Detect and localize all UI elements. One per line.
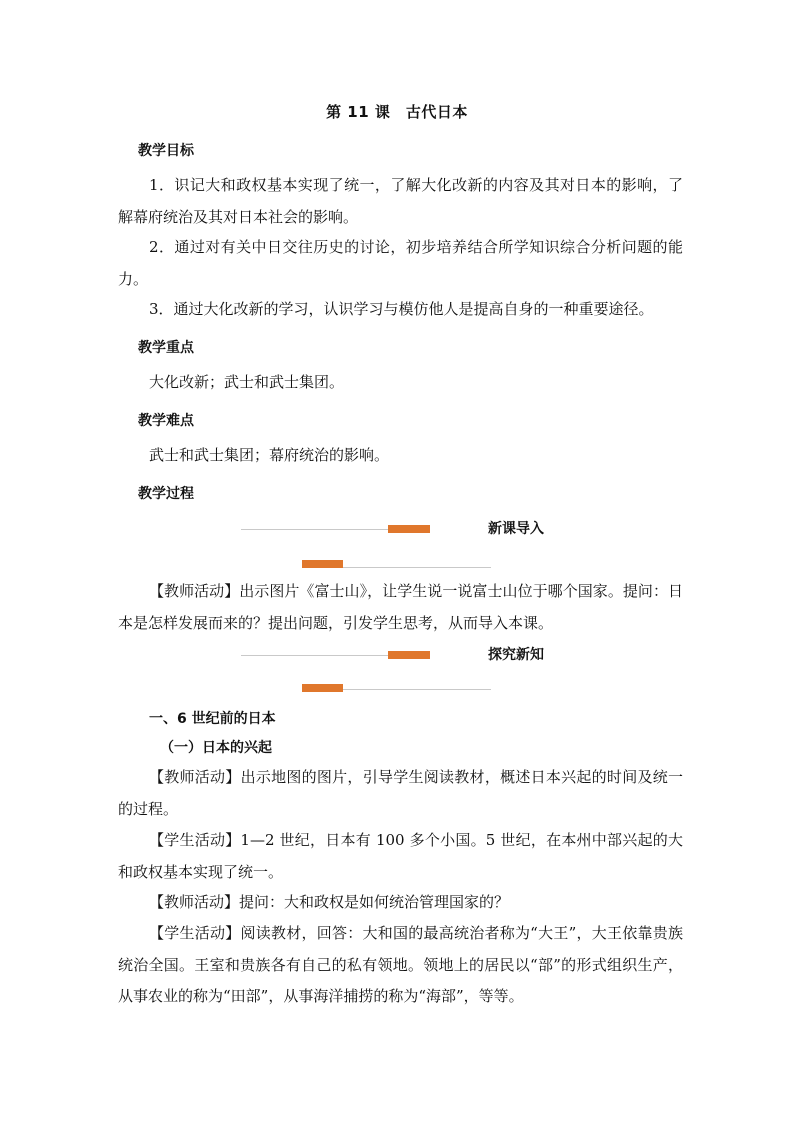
process-paragraph: 【教师活动】提问：大和政权是如何统治管理国家的？ <box>149 893 510 911</box>
divider-accent <box>302 560 343 568</box>
divider-accent <box>302 684 343 692</box>
process-heading-label: 教学过程 <box>138 486 194 502</box>
difficulties-heading-label: 教学难点 <box>138 413 194 429</box>
intro-divider <box>0 518 794 578</box>
difficulties-text: 武士和武士集团；幕府统治的影响。 <box>149 446 390 464</box>
objective-item-3: 3．通过大化改新的学习，认识学习与模仿他人是提高自身的一种重要途径。 <box>149 300 654 318</box>
objectives-heading-label: 教学目标 <box>138 143 194 159</box>
intro-text: 【教师活动】出示图片《富士山》，让学生说一说富士山位于哪个国家。提问：日本是怎样发展而来的？提出问题，引发学生思考，从而导入本课。 <box>118 582 683 632</box>
difficulties-heading <box>128 410 214 436</box>
process-paragraph: 【学生活动】阅读教材，回答：大和国的最高统治者称为“大王”，大王依靠贵族统治全国。王室和贵族各有自己的私有领地。领地上的居民以“部”的形式组织生产，从事农业的称为“田部”，从事海洋捕捞的称为“海部”，等等。 <box>118 924 683 1005</box>
explore-divider <box>0 644 794 704</box>
process-heading <box>128 483 214 509</box>
part-one-heading: 一、6 世纪前的日本 <box>149 711 276 727</box>
explore-divider-label: 探究新知 <box>488 647 544 663</box>
key-points-heading <box>128 337 214 363</box>
sub-one-heading: （一）日本的兴起 <box>160 740 272 756</box>
divider-accent <box>388 651 430 659</box>
process-paragraph: 【教师活动】出示地图的图片，引导学生阅读教材，概述日本兴起的时间及统一的过程。 <box>118 768 683 818</box>
intro-divider-label: 新课导入 <box>488 521 544 537</box>
page-title: 第 11 课 古代日本 <box>326 103 468 121</box>
objective-item-1: 1．识记大和政权基本实现了统一，了解大化改新的内容及其对日本的影响，了解幕府统治及其对日本社会的影响。 <box>118 176 683 226</box>
process-paragraph: 【学生活动】1—2 世纪，日本有 100 多个小国。5 世纪，在本州中部兴起的大和政权基本实现了统一。 <box>118 831 683 881</box>
key-points-heading-label: 教学重点 <box>138 340 194 356</box>
key-points-text: 大化改新；武士和武士集团。 <box>149 373 345 391</box>
divider-accent <box>388 525 430 533</box>
objective-item-2: 2．通过对有关中日交往历史的讨论，初步培养结合所学知识综合分析问题的能力。 <box>118 238 683 288</box>
objectives-heading <box>128 140 214 166</box>
